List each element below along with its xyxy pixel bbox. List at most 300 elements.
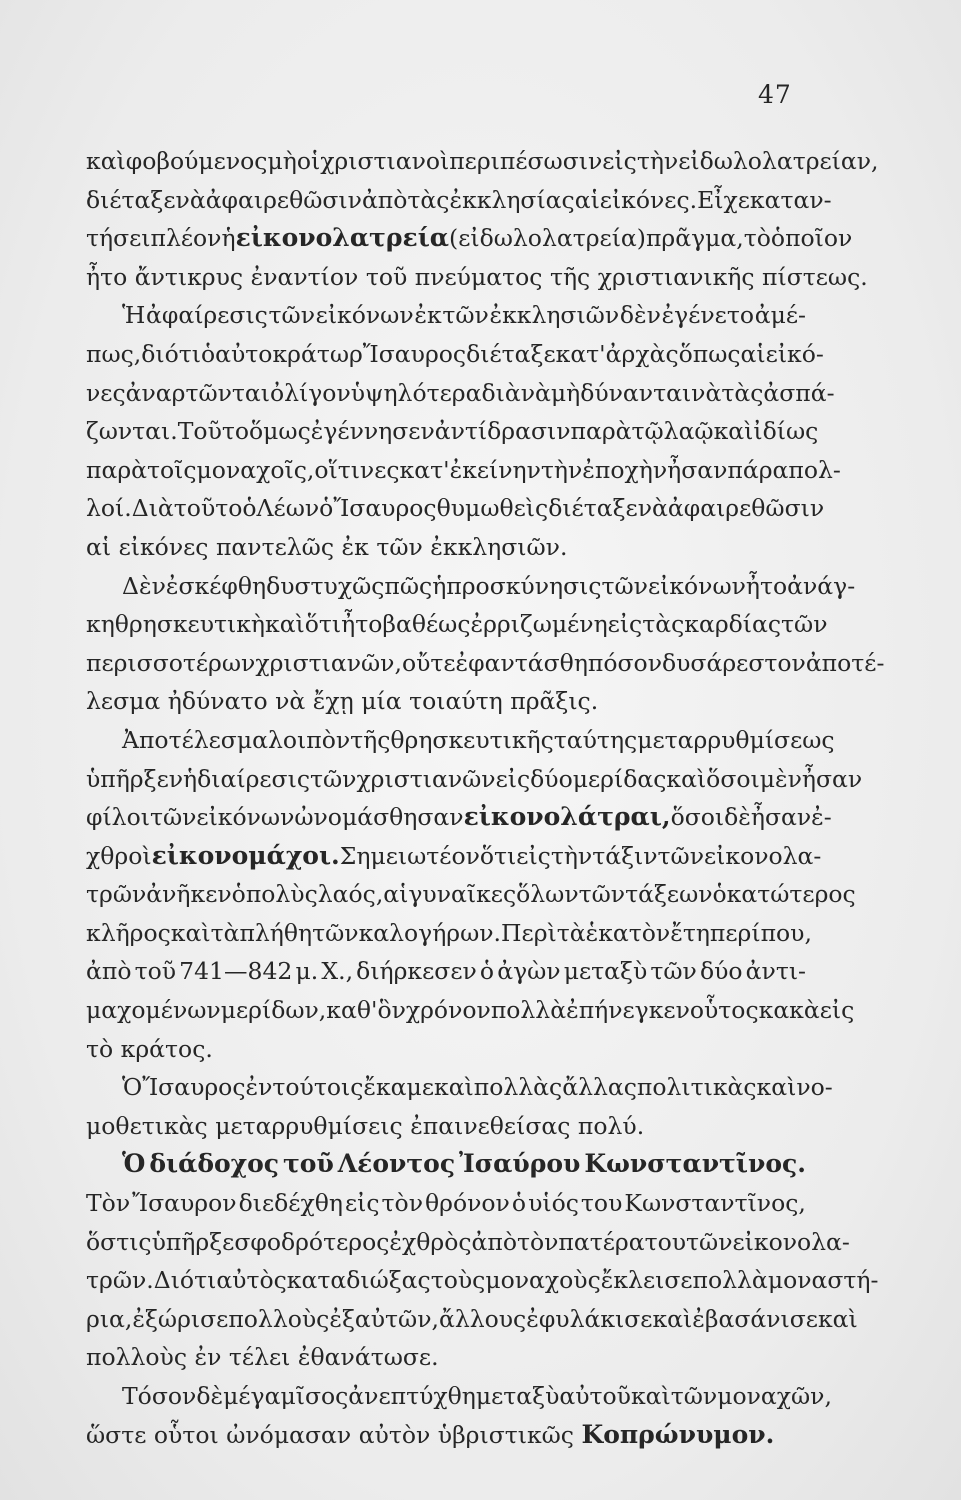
word: δύο [699,957,743,986]
word: ἐπήνεγκεν [566,996,690,1025]
text-line [86,914,812,953]
word: τῶν [268,301,315,330]
word: τοῦτο [173,494,243,523]
word: τῶν [149,803,197,832]
emphasized-term: εἰκονολατρεία [235,223,450,253]
word: τῆς [350,725,391,754]
word: παρὰ [570,417,632,446]
word: τῶν [309,764,357,793]
word: διότι [141,339,201,368]
text-line [86,798,832,837]
word: ἀπὸ [86,957,132,986]
word: διήρκεσεν [356,957,477,986]
text-line [86,991,855,1030]
word: εἰκονολα- [704,841,822,870]
word: 741—842 [179,957,293,986]
text-line [86,528,806,567]
word: μ. [295,957,319,986]
word: τῶν [376,532,423,561]
word: καὶ [713,417,754,446]
word: τήσει [86,224,151,253]
word: ἄντικρυς [134,262,244,291]
page-number: 47 [758,80,792,109]
word: ἀσπά- [763,378,835,407]
word: Διὰ [131,494,174,523]
word: τάξεων [625,880,713,909]
word: ἐκκλησιῶν [489,301,620,330]
word: Διότι [153,1266,217,1295]
word: τὸν [381,1189,423,1218]
word: μὲν [759,764,802,793]
word: παρὰ [86,455,147,484]
word: μαχομένων [86,996,221,1025]
word: πολλὰς [473,1073,563,1102]
word: χθροὶ [86,841,152,870]
word: δυστυχῶς [266,571,385,600]
word: ὁ [319,494,334,523]
word: καὶ [817,1304,858,1333]
word: ἀφαίρεσις [146,301,268,330]
text-line [86,335,824,374]
word: ἐπαινεθείσας [410,1111,571,1140]
text-line [86,952,806,991]
word: τὸν [516,1227,559,1256]
word: τὴν [550,841,593,870]
word: ἀνεπτύχθη [348,1382,476,1410]
section-heading [86,1145,806,1184]
word: ἀνάγ- [787,571,856,600]
word: ἦτο [745,571,788,600]
word: διέταξε [466,339,556,368]
heading-word: Ὁ [122,1149,146,1179]
word: τούτοις [272,1073,364,1102]
text-line [86,1030,806,1069]
word: χριστιανῶν, [255,648,402,677]
emphasized-term: Κοπρώνυμον. [581,1419,775,1449]
text-line [86,181,832,220]
word: ὅλων [516,880,579,909]
word: πολιτικὰς [636,1073,757,1102]
word: πολλὰ [692,1266,768,1295]
word: ἐρριζωμένη [470,610,608,639]
text-line [86,489,825,528]
word: ζωνται. [86,417,178,446]
word: εἰς [607,610,643,639]
word: Ἴσαυρος [333,494,437,523]
word: κακὰ [758,996,820,1025]
heading-word: Λέοντος [337,1149,456,1179]
word: καρδίας [684,610,782,639]
word: νες [86,378,126,407]
word: αὐτὸς [216,1266,287,1295]
word: καὶ [652,1304,693,1333]
word: περιπέσωσιν [449,147,603,175]
word: τοὺς [430,1266,486,1295]
text-line [86,1068,833,1107]
word: του [580,1189,623,1218]
text-line [86,1338,806,1377]
word: διεδέχθη [238,1189,343,1218]
word: ὑψηλότερα [350,378,482,407]
word: εἰς [516,841,551,870]
heading-word: Κωνσταντῖνος. [584,1149,806,1179]
text-line [86,1377,832,1416]
word: ὁ [712,880,727,909]
word: καὶ [86,147,126,175]
word: ἐκκλησίας [449,185,575,214]
word: καταν- [749,185,832,214]
word: ἐκκλησιῶν. [430,532,568,561]
word: ὀλίγον [270,378,351,407]
word: Ἀποτέλεσμα [122,725,268,754]
word: καλογήρων. [358,918,502,947]
word: Ἴσαυρον [132,1189,237,1218]
word: κατώτερος [726,880,856,909]
word: τῶν [657,841,704,870]
word: ὁ [242,494,257,523]
word: Τὸν [86,1189,131,1218]
word: δὲ [724,803,751,832]
word: φοβούμενος [125,147,268,175]
word: αὐτὸν [358,1420,431,1449]
word: εἰκόνων [315,301,414,330]
word: αὐτοκράτωρ [215,339,363,368]
word: ἀγὼν [497,957,561,986]
emphasized-term: εἰκονομάχοι. [151,840,340,870]
word: μεταξὺ [563,957,648,986]
word: ἀπὸ [471,1227,517,1256]
word: ἐγένετο [661,301,755,330]
word: ὅσοι [706,764,760,793]
word: ἐβασάνισε [692,1304,818,1333]
word: πάρα [727,455,789,484]
text-line [86,374,835,413]
text-line [86,644,885,683]
word: εἰκονολα- [732,1227,850,1256]
word: Ἡ [122,301,146,330]
word: εἰκόνων [647,571,746,600]
word: ὠνομάσθησαν [294,803,464,832]
word: ρια, [86,1304,133,1333]
word: ἀπὸ [361,185,408,214]
word: ὅμως [249,417,311,446]
word: ἔχῃ [312,687,354,716]
word: τῆς [549,262,591,291]
word: δὲν [619,301,661,330]
word: ἐκείνην [449,455,541,484]
word: ἀρχὰς [605,339,679,368]
word: δύνανται [580,378,692,407]
word: τὴν [540,455,583,484]
text-line [86,219,853,258]
word: ἄλλας [562,1073,637,1102]
word: ἐξώρισε [132,1304,229,1333]
word: μοναστή- [767,1266,879,1295]
word: μεταρρυθμίσεις [215,1111,403,1140]
word: εἰς [495,764,531,793]
word: Τόσον [122,1382,197,1410]
word: τῷ [631,417,664,446]
word: ὅσοι [670,803,725,832]
word: εἰκόνες [118,532,209,561]
word: τέλει [228,1343,291,1372]
word: ἦτο [341,610,383,639]
word: χριστιανικῆς [597,262,755,291]
word: διαίρεσις [197,764,310,793]
word: τὰς [721,378,764,407]
word: ἔκλεισε [600,1266,693,1295]
word: χριστιανοὶ [320,147,450,175]
word: κη [86,610,115,639]
word: μέγα [223,1382,281,1410]
word: ὁ [200,339,216,368]
word: νὰ [275,687,306,716]
word: λεσμα [86,687,161,716]
word: ἦσαν [667,455,728,484]
word: Τοῦτο [177,417,250,446]
word: ἦσαν [801,764,863,793]
word: μερίδων, [220,996,327,1025]
word: ὑβριστικῶς [437,1420,574,1449]
word: ἔκαμε [363,1073,434,1102]
word: μοναχοὺς [485,1266,601,1295]
word: μεταρρυθμίσεως [637,725,835,754]
word: πολλοὺς [86,1343,187,1372]
word: χριστιανῶν [356,764,496,793]
text-line [86,605,828,644]
word: ἀντι- [745,957,806,986]
word: διέταξε [86,185,176,214]
text-line [86,296,806,335]
text-line [86,1107,806,1146]
word: ἠδύνατο [167,687,268,716]
word: τὰ [556,918,586,947]
word: ἀναρτῶνται [125,378,270,407]
word: καὶ [170,918,211,947]
text-line [86,682,806,721]
word: οὗτος [689,996,759,1025]
word: θρησκευτικῆς [390,725,554,754]
word: ὅτι [304,610,342,639]
word: πίστεως. [762,262,868,291]
word: αὐτῶν, [354,1304,439,1333]
word: πνεύματος [414,262,543,291]
word: μὴ [550,378,581,407]
word: ἀποτέ- [805,648,885,677]
word: ἐναντίον [250,262,359,291]
word: πως, [86,339,142,368]
word: δὲ [196,1382,224,1410]
word: γυναῖκες [408,880,517,909]
word: τρῶν [86,880,147,909]
word: τοῦ [134,957,177,986]
word: τοιαύτη [409,687,503,716]
word: ἐποχὴν [582,455,668,484]
word: πολ- [788,455,841,484]
word: αἱ [574,185,600,214]
word: ὥστε [86,1420,147,1449]
word: ἀφαιρεθῶσιν [205,185,362,214]
word: κράτος. [120,1034,213,1063]
word: μοθετικὰς [86,1111,208,1140]
word: καταδιώξας [286,1266,431,1295]
emphasized-term: εἰκονολάτραι, [463,802,671,832]
word: αἱ [86,532,112,561]
text-line [86,258,868,297]
word: ἡ [432,571,447,600]
word: τοῖς [147,455,197,484]
word: ἡ [221,224,236,253]
text-line [86,760,863,799]
word: περίπου, [709,918,812,947]
word: πατέρα [558,1227,645,1256]
text-line [86,1223,850,1262]
word: κατ' [555,339,606,368]
word: προσκύνησις [446,571,602,600]
word: διέταξε [548,494,638,523]
body-text [86,142,885,1454]
word: οἱ [296,147,321,175]
word: καὶ [630,1382,671,1410]
word: πόσον [587,648,662,677]
word: θρόνον [425,1189,510,1218]
word: ἐσκέφθη [165,571,267,600]
word: Δὲν [122,571,166,600]
word: τῶν [650,957,697,986]
word: Ἴσαυρος [142,1073,246,1102]
word: μῖσος [280,1382,349,1410]
word: νὰ [520,378,551,407]
word: πολὺς [245,880,318,909]
word: Ὁ [122,1073,143,1102]
word: πολλὰ [490,996,567,1025]
word: εἰδωλολατρείαν, [678,147,879,175]
text-line [86,451,841,490]
word: αἱ [383,880,409,909]
word: πρᾶξις. [510,687,599,716]
word: βαθέως [382,610,471,639]
word: Ἴσαυρος [362,339,467,368]
word: ἄλλους [438,1304,527,1333]
text-line [86,721,835,760]
word: διὰ [481,378,521,407]
heading-word: Ἰσαύρου [459,1149,581,1179]
word: τῶν [686,1227,733,1256]
word: εἰκόνων [196,803,295,832]
word: πῶς [384,571,433,600]
word: πλήθη [239,918,313,947]
word: τὸ [743,224,771,253]
word: τῶν [670,1382,718,1410]
word: οἵτινες [314,455,400,484]
word: ταύτης [553,725,638,754]
word: ἐν [245,1073,273,1102]
word: φίλοι [86,803,150,832]
word: ἀντίδρασιν [434,417,571,446]
text-line [86,1184,806,1223]
word: τὰς [642,610,685,639]
word: ὅτι [479,841,517,870]
word: πολύ. [577,1111,645,1140]
word: οὔτε [401,648,456,677]
word: λαός, [317,880,384,909]
word: ἀφαιρεθῶσιν [667,494,825,523]
text-line [86,567,856,606]
word: Εἶχε [697,185,750,214]
word: οὗτοι [153,1420,219,1449]
word: πλέον [150,224,222,253]
word: ὅπως [678,339,741,368]
word: τὰς [407,185,450,214]
word: ἐ- [811,803,832,832]
word: ἐν [194,1343,222,1372]
word: ἐξ [329,1304,355,1333]
word: μία [361,687,402,716]
word: ὃν [377,996,406,1025]
word: νὰ [175,185,206,214]
word: Κωνσταντῖνος, [624,1189,806,1218]
word: λαῷ [663,417,714,446]
word: πολλοὺς [228,1304,330,1333]
word: εἰς [344,1189,380,1218]
word: ἀνῆκεν [146,880,232,909]
word: περισσοτέρων [86,648,256,677]
word: Περὶ [501,918,557,947]
word: αἱ [740,339,766,368]
word: ὑπῆρξε [151,1227,235,1256]
word: αὐτοῦ [559,1382,631,1410]
word: κλῆρος [86,918,171,947]
word: τῶν [781,610,828,639]
word: καὶ [265,610,305,639]
word: τὰ [210,918,240,947]
word: νο- [796,1073,833,1102]
word: ἡ [183,764,198,793]
word: καὶ [666,764,707,793]
word: καὶ [434,1073,474,1102]
word: τῶν [312,918,359,947]
word: Χ., [321,957,354,986]
word: καθ' [326,996,378,1025]
word: εἰκόνες. [599,185,698,214]
word: θυμωθεὶς [436,494,549,523]
word: ἀμέ- [754,301,806,330]
text-line [86,412,819,451]
word: ἐκ [341,532,369,561]
word: ἐφαντάσθη [455,648,588,677]
word: τὸ [86,1034,114,1063]
word: Λέων [256,494,320,523]
word: δυσάρεστον [662,648,806,677]
word: τῶν [578,880,626,909]
word: λοιπὸν [268,725,351,754]
word: ἐγέννησεν [310,417,435,446]
word: ἐκ [414,301,442,330]
word: μοναχοῖς, [196,455,315,484]
word: ἐχθρὸς [389,1227,472,1256]
word: ὁ [231,880,246,909]
word: τῶν [601,571,648,600]
word: λοί. [86,494,132,523]
word: ἐφυλάκισε [526,1304,653,1333]
word: ὁποῖον [770,224,853,253]
word: ὑπῆρξεν [86,764,184,793]
text-line [86,875,856,914]
word: ἐθανάτωσε. [297,1343,439,1372]
word: εἰς [602,147,637,175]
word: θρησκευτικὴ [114,610,265,639]
word: καὶ [756,1073,797,1102]
